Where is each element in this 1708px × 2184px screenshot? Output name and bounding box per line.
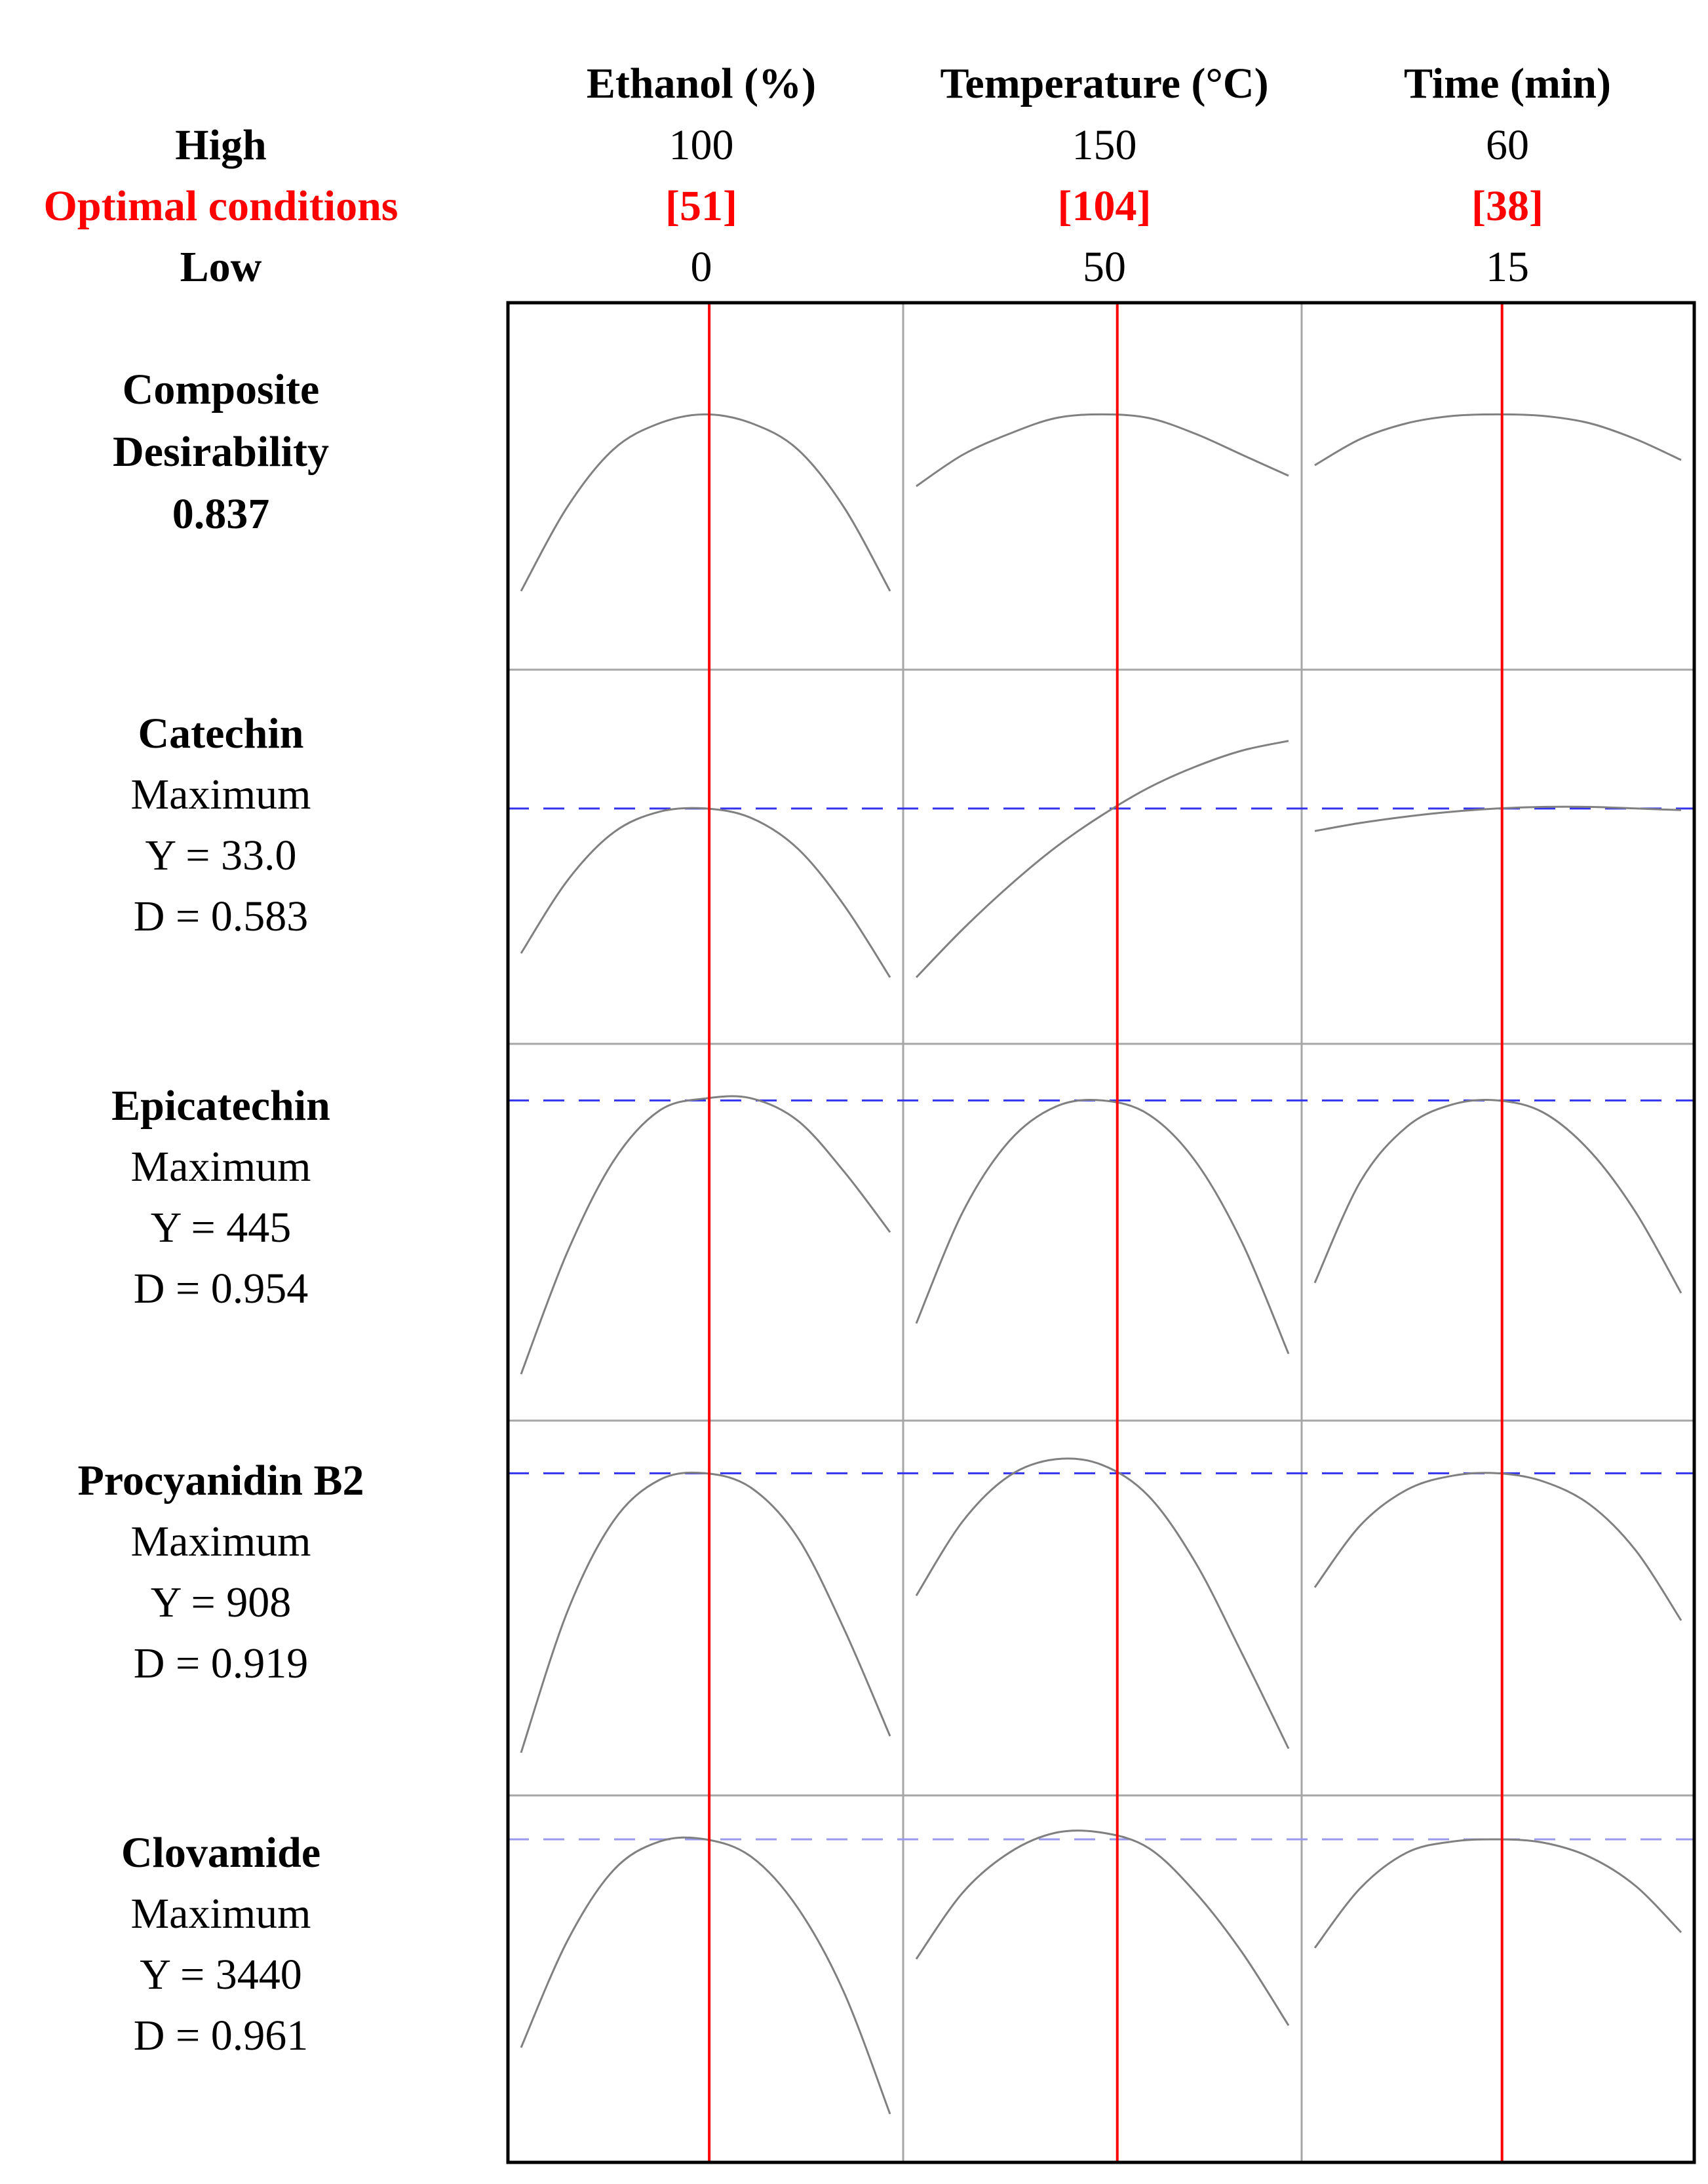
response-catechin-d: D = 0.583 <box>133 892 309 940</box>
response-curve-r4-c0 <box>521 1837 890 2114</box>
response-epicatechin-goal: Maximum <box>130 1143 311 1191</box>
factor-ethanol-title: Ethanol (%) <box>586 60 817 107</box>
response-epicatechin-y: Y = 445 <box>150 1204 292 1252</box>
response-clovamide-d: D = 0.961 <box>133 2012 309 2059</box>
response-curve-r3-c0 <box>521 1472 890 1752</box>
temperature-optimal-value: [104] <box>1057 182 1152 230</box>
ethanol-optimal-value: [51] <box>665 182 737 230</box>
response-procyanidin-name: Procyanidin B2 <box>77 1457 364 1504</box>
response-curve-r1-c0 <box>521 808 890 978</box>
high-label: High <box>175 121 267 169</box>
response-curve-r2-c0 <box>521 1096 890 1374</box>
response-curve-r1-c1 <box>916 741 1289 978</box>
response-epicatechin-d: D = 0.954 <box>133 1265 309 1312</box>
low-label: Low <box>180 243 262 291</box>
temperature-high-value: 150 <box>1072 121 1137 169</box>
response-curve-r2-c1 <box>916 1100 1289 1354</box>
response-curve-r1-c2 <box>1315 807 1681 831</box>
response-epicatechin-name: Epicatechin <box>111 1082 330 1130</box>
response-curve-r4-c2 <box>1315 1839 1681 1948</box>
response-procyanidin-goal: Maximum <box>130 1518 311 1565</box>
response-curve-r2-c2 <box>1315 1100 1681 1293</box>
response-procyanidin-y: Y = 908 <box>150 1579 292 1626</box>
time-low-value: 15 <box>1486 243 1529 291</box>
response-procyanidin-d: D = 0.919 <box>133 1639 309 1687</box>
response-composite-line1: Composite <box>122 366 320 413</box>
factor-temperature-title: Temperature (°C) <box>940 60 1269 107</box>
response-curve-r3-c2 <box>1315 1473 1681 1620</box>
composite-desirability-value: 0.837 <box>172 490 270 538</box>
response-clovamide-goal: Maximum <box>130 1890 311 1938</box>
response-curve-r0-c0 <box>521 414 890 591</box>
response-catechin-y: Y = 33.0 <box>145 832 297 879</box>
optimal-conditions-label: Optimal conditions <box>43 182 398 230</box>
plot-frame <box>508 303 1694 2162</box>
response-curve-r4-c1 <box>916 1831 1289 2025</box>
response-curve-r0-c2 <box>1315 414 1681 465</box>
response-catechin-goal: Maximum <box>130 771 311 818</box>
ethanol-low-value: 0 <box>690 243 712 291</box>
response-curve-r3-c1 <box>916 1459 1289 1749</box>
temperature-low-value: 50 <box>1083 243 1126 291</box>
time-optimal-value: [38] <box>1471 182 1543 230</box>
factor-time-title: Time (min) <box>1404 60 1611 107</box>
response-clovamide-y: Y = 3440 <box>140 1951 302 1999</box>
time-high-value: 60 <box>1486 121 1529 169</box>
response-clovamide-name: Clovamide <box>121 1829 321 1877</box>
response-composite-line2: Desirability <box>113 428 329 476</box>
response-curve-r0-c1 <box>916 414 1289 486</box>
ethanol-high-value: 100 <box>669 121 734 169</box>
response-catechin-name: Catechin <box>138 710 304 757</box>
